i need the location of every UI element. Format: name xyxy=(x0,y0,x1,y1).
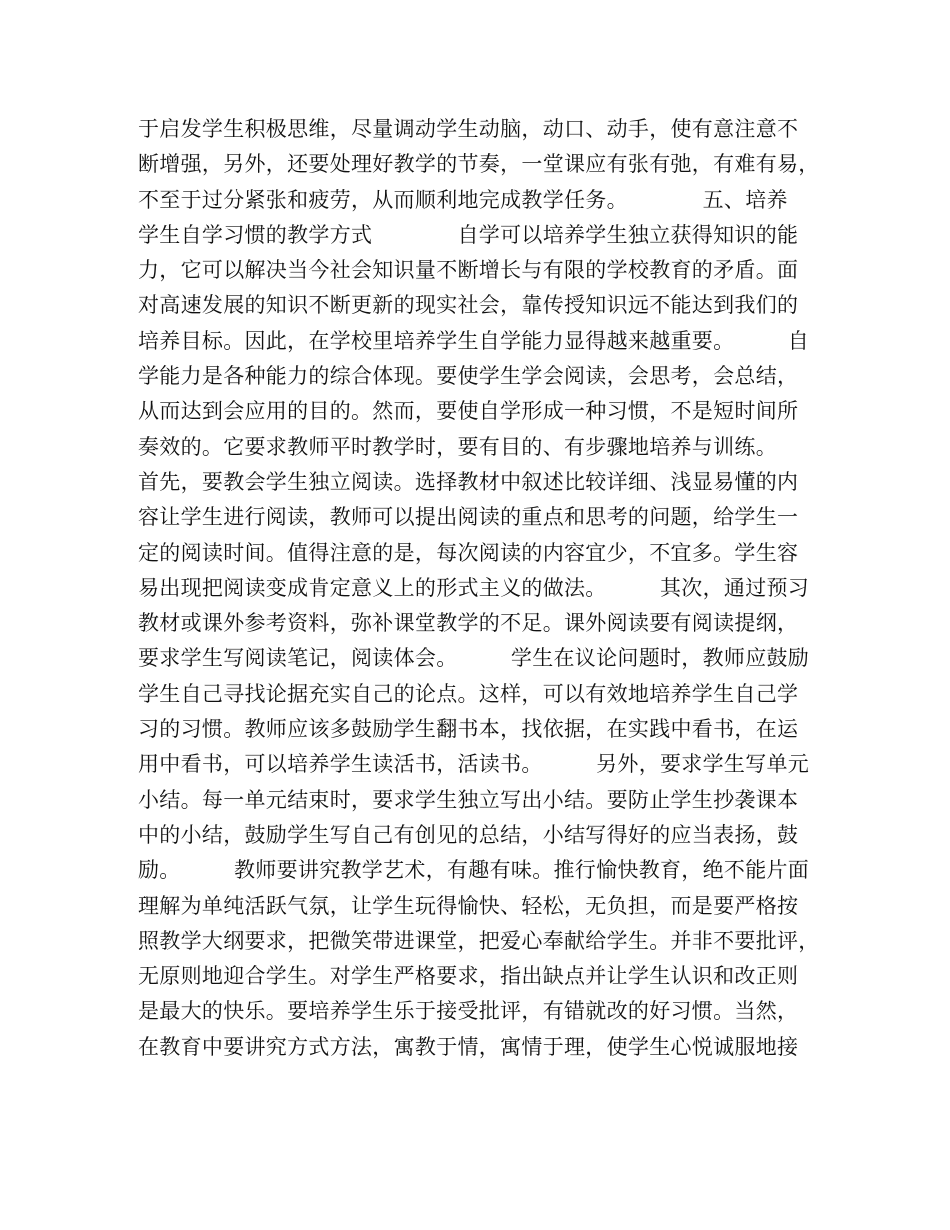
text-line: 要求学生写阅读笔记，阅读体会。 学生在议论问题时，教师应鼓励 xyxy=(138,646,810,671)
text-line: 对高速发展的知识不断更新的现实社会，靠传授知识远不能达到我们的 xyxy=(138,293,799,318)
text-line: 照教学大纲要求，把微笑带进课堂，把爱心奉献给学生。并非不要批评， xyxy=(138,928,820,953)
text-line: 学生自学习惯的教学方式 自学可以培养学生独立获得知识的能 xyxy=(138,222,799,247)
text-line: 首先，要教会学生独立阅读。选择教材中叙述比较详细、浅显易懂的内 xyxy=(138,469,799,494)
text-line: 定的阅读时间。值得注意的是，每次阅读的内容宜少，不宜多。学生容 xyxy=(138,540,799,565)
text-line: 是最大的快乐。要培养学生乐于接受批评，有错就改的好习惯。当然， xyxy=(138,999,799,1024)
text-line: 奏效的。它要求教师平时教学时，要有目的、有步骤地培养与训练。 xyxy=(138,434,777,459)
text-line: 用中看书，可以培养学生读活书，活读书。 另外，要求学生写单元 xyxy=(138,752,810,777)
text-line: 小结。每一单元结束时，要求学生独立写出小结。要防止学生抄袭课本 xyxy=(138,787,799,812)
text-line: 容让学生进行阅读，教师可以提出阅读的重点和思考的问题，给学生一 xyxy=(138,505,799,530)
text-line: 学能力是各种能力的综合体现。要使学生学会阅读，会思考，会总结， xyxy=(138,364,799,389)
text-line: 在教育中要讲究方式方法，寓教于情，寓情于理，使学生心悦诚服地接 xyxy=(138,1034,799,1059)
text-line: 中的小结，鼓励学生写自己有创见的总结，小结写得好的应当表扬，鼓 xyxy=(138,822,799,847)
text-line: 力，它可以解决当今社会知识量不断增长与有限的学校教育的矛盾。面 xyxy=(138,258,799,283)
text-line: 不至于过分紧张和疲劳，从而顺利地完成教学任务。 五、培养 xyxy=(138,187,788,212)
text-line: 易出现把阅读变成肯定意义上的形式主义的做法。 其次，通过预习 xyxy=(138,575,810,600)
text-line: 教材或课外参考资料，弥补课堂教学的不足。课外阅读要有阅读提纲， xyxy=(138,611,799,636)
text-line: 于启发学生积极思维，尽量调动学生动脑，动口、动手，使有意注意不 xyxy=(138,117,799,141)
text-line: 无原则地迎合学生。对学生严格要求，指出缺点并让学生认识和改正则 xyxy=(138,964,799,989)
text-line: 理解为单纯活跃气氛，让学生玩得愉快、轻松，无负担，而是要严格按 xyxy=(138,893,799,918)
text-line: 从而达到会应用的目的。然而，要使自学形成一种习惯，不是短时间所 xyxy=(138,399,799,424)
text-line: 学生自己寻找论据充实自己的论点。这样，可以有效地培养学生自己学 xyxy=(138,681,799,706)
text-line: 励。 教师要讲究教学艺术，有趣有味。推行愉快教育，绝不能片面 xyxy=(138,858,810,883)
text-line: 培养目标。因此，在学校里培养学生自学能力显得越来越重要。 自 xyxy=(138,328,810,353)
text-line: 习的习惯。教师应该多鼓励学生翻书本，找依据，在实践中看书，在运 xyxy=(138,717,799,742)
text-line: 断增强，另外，还要处理好教学的节奏，一堂课应有张有弛，有难有易， xyxy=(138,152,820,177)
body-text xyxy=(138,112,828,1065)
